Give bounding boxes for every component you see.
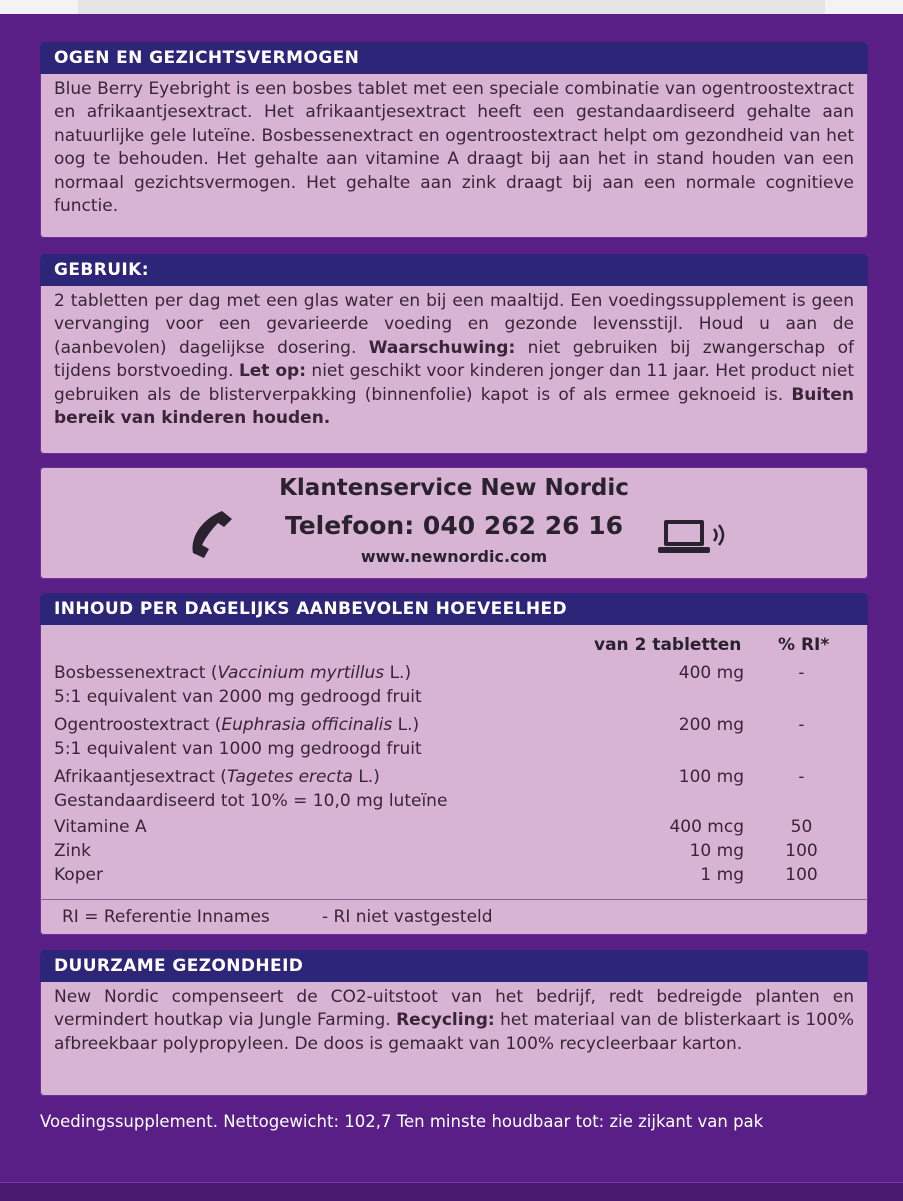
nutrient-row-vitamin-a — [54, 817, 854, 841]
section-usage — [40, 254, 868, 454]
nutrient-amount: 1 mg — [700, 865, 744, 885]
section-eyes — [40, 42, 868, 238]
nutrient-ri: - — [798, 767, 805, 787]
phone-icon — [182, 507, 236, 561]
nutrient-row-copper — [54, 865, 854, 889]
section-contact — [40, 467, 868, 579]
nutrient-row-marigold — [54, 767, 854, 791]
section-eyes-text: Blue Berry Eyebright is een bosbes tablet met een speciale combinatie van ogentroostextract en afrikaantjesextract. Het afrikaantjesextract heeft een gestandaardiseerd gehalte aan natuurlijke gele luteïne. Bosbessenextract en ogentroostextract helpt om gezondheid van het oog te behouden. Het gehalte aan vitamine A draagt bij aan het in stand houden van een normaal gezichtsvermogen. Het gehalte aan zink draagt bij aan een normale cognitieve functie. — [54, 79, 854, 217]
usage-text-1: 2 tabletten per dag met een glas water en bij een maaltijd. Een voedingssupplement is geen vervanging voor een gevarieerde voeding en gezonde levensstijl. Houd u aan de (aanbevolen) dagelijkse dosering. — [54, 291, 854, 358]
contact-phone: Telefoon: 040 262 26 16 — [284, 511, 623, 540]
ri-not-set: - RI niet vastgesteld — [322, 907, 493, 927]
nutrient-amount: 100 mg — [678, 767, 744, 787]
nutrient-name-post: L.) — [392, 715, 420, 735]
nutrient-latin: Tagetes erecta — [226, 767, 353, 787]
nutrient-name-pre: Afrikaantjesextract ( — [54, 767, 227, 787]
nutrient-name: Koper — [54, 865, 103, 885]
section-sustainability — [40, 950, 868, 1096]
box-flap-right — [825, 0, 903, 14]
nutrient-name — [54, 715, 419, 735]
section-eyes-title: OGEN EN GEZICHTSVERMOGEN — [40, 42, 868, 74]
sustain-text-1: New Nordic compenseert de CO2-uitstoot van het bedrijf, redt bedreigde planten en vermindert houtkap via Jungle Farming. — [54, 987, 854, 1031]
section-usage-title: GEBRUIK: — [40, 254, 868, 286]
section-sustainability-title: DUURZAME GEZONDHEID — [40, 950, 868, 982]
nutrient-ri: 50 — [790, 817, 813, 837]
nutrient-name-post: L.) — [384, 663, 412, 683]
nutrient-ri: - — [798, 663, 805, 683]
usage-text-2: niet gebruiken bij zwangerschap of tijdens borstvoeding. — [54, 337, 854, 382]
note-label: Let op: — [238, 361, 307, 382]
box-top-edge — [0, 0, 903, 14]
column-amount-header: van 2 tabletten — [594, 635, 742, 655]
nutrient-row-eyebright — [54, 715, 854, 739]
nutrient-sub-bilberry: 5:1 equivalent van 2000 mg gedroogd fruit — [54, 687, 422, 707]
warning-label: Waarschuwing: — [368, 337, 516, 358]
nutrient-name — [54, 663, 411, 683]
section-sustainability-text — [40, 982, 868, 1056]
footer-info-line: Voedingssupplement. Nettogewicht: 102,7 Ten minste houdbaar tot: zie zijkant van pak — [40, 1112, 764, 1131]
nutrient-row-zinc — [54, 841, 854, 865]
nutrient-sub-marigold: Gestandaardiseerd tot 10% = 10,0 mg luteïne — [54, 791, 448, 811]
nutrient-amount: 200 mg — [678, 715, 744, 735]
nutrient-name-post: L.) — [352, 767, 380, 787]
nutrient-name-pre: Bosbessenextract ( — [54, 663, 218, 683]
nutrient-latin: Euphrasia officinalis — [221, 715, 393, 735]
nutrient-sub-eyebright: 5:1 equivalent van 1000 mg gedroogd fruit — [54, 739, 422, 759]
section-usage-text — [40, 286, 868, 430]
nutrient-name: Vitamine A — [54, 817, 147, 837]
nutrient-name: Zink — [54, 841, 91, 861]
nutrient-amount: 400 mcg — [669, 817, 744, 837]
box-flap-left — [0, 0, 78, 14]
nutrient-row-bilberry — [54, 663, 854, 687]
nutrient-ri: 100 — [785, 841, 818, 861]
keep-away-label: Buiten bereik van kinderen houden. — [54, 384, 854, 429]
ri-definition: RI = Referentie Innames — [62, 907, 270, 927]
nutrient-latin: Vaccinium myrtillus — [217, 663, 385, 683]
column-ri-header: % RI* — [778, 635, 830, 655]
section-nutrition-title: INHOUD PER DAGELIJKS AANBEVOLEN HOEVEELHED — [40, 593, 868, 625]
recycling-label: Recycling: — [396, 1010, 495, 1031]
nutrient-amount: 10 mg — [689, 841, 744, 861]
nutrient-name-pre: Ogentroostextract ( — [54, 715, 222, 735]
sustain-text-2: het materiaal van de blisterkaart is 100% afbreekbaar polypropyleen. De doos is gemaakt van 100% recycleerbaar karton. — [54, 1010, 854, 1054]
ri-footnote — [40, 899, 868, 935]
contact-website: www.newnordic.com — [360, 547, 548, 566]
nutrient-ri: - — [798, 715, 805, 735]
nutrient-amount: 400 mg — [678, 663, 744, 683]
section-nutrition — [40, 593, 868, 935]
usage-text-3: niet geschikt voor kinderen jonger dan 11 jaar. Het product niet gebruiken als de blisterverpakking (binnenfolie) kapot is of als ermee geknoeid is. — [54, 361, 854, 405]
nutrient-name — [54, 767, 380, 787]
contact-title: Klantenservice New Nordic — [279, 475, 629, 501]
laptop-icon — [656, 517, 734, 559]
box-bottom-edge — [0, 1182, 903, 1201]
nutrient-ri: 100 — [785, 865, 818, 885]
